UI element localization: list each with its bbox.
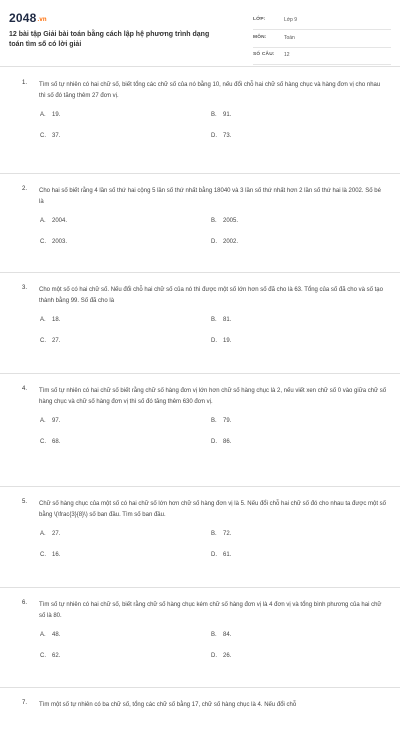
question-item — [0, 80, 400, 174]
question-number: 7. — [22, 700, 28, 706]
logo-text: 2048 — [9, 11, 37, 25]
option-a[interactable]: A. 2004. — [40, 218, 68, 224]
worksheet-meta — [253, 14, 391, 67]
question-item — [0, 600, 400, 688]
option-c[interactable]: C. 27. — [40, 338, 61, 344]
question-item — [0, 285, 400, 374]
answer-options — [39, 312, 400, 356]
answer-options — [39, 107, 400, 151]
option-b[interactable]: B. 72. — [211, 531, 232, 537]
question-number: 2. — [22, 186, 28, 192]
question-text: Tìm số tự nhiên có hai chữ số, biết rằng chữ số hàng chục kém chữ số hàng đơn vị là 4 đơn vị và tổng bình phương của hai chữ số là 80. — [39, 602, 382, 619]
question-item — [0, 700, 400, 730]
question-text: Tìm số tự nhiên có hai chữ số biết rằng chữ số hàng đơn vị lớn hơn chữ số hàng chục là 2, nếu viết xen chữ số 0 vào giữa chữ số hàng chục và chữ số hàng đơn vị thì số đó tăng thêm 630 đơn vị. — [39, 388, 387, 405]
question-text: Cho hai số biết rằng 4 lần số thứ hai cộng 5 lần số thứ nhất bằng 18040 và 3 lần số thứ nhất hơn 2 lần số thứ hai là 2002. Số bé là — [39, 188, 381, 205]
option-d[interactable]: D. 73. — [211, 133, 232, 139]
option-c[interactable]: C. 16. — [40, 552, 61, 558]
meta-subject-label: MÔN: — [253, 34, 267, 40]
question-text: Tìm số tự nhiên có hai chữ số, biết tổng các chữ số của nó bằng 10, nếu đổi chỗ hai chữ số hàng chục và hàng đơn vị cho nhau thì số đó tăng thêm 27 đơn vị. — [39, 82, 381, 99]
meta-grade-label: LỚP: — [253, 17, 266, 22]
meta-grade-row — [253, 14, 391, 30]
answer-options — [39, 526, 400, 570]
worksheet-title: 12 bài tập Giải bài toán bằng cách lập hệ phương trình dạng toán tìm số có lời giải — [9, 31, 210, 48]
option-a[interactable]: A. 97. — [40, 418, 61, 424]
meta-subject-row — [253, 32, 391, 48]
question-item — [0, 499, 400, 588]
question-list — [0, 80, 400, 730]
meta-subject-value: Toán — [284, 34, 295, 41]
option-d[interactable]: D. 26. — [211, 653, 232, 659]
question-number: 6. — [22, 600, 28, 606]
question-item — [0, 186, 400, 273]
question-number: 1. — [22, 80, 28, 86]
question-item — [0, 386, 400, 487]
logo-domain: .vn — [37, 17, 47, 23]
page-header — [0, 0, 400, 66]
question-number: 4. — [22, 386, 28, 392]
option-d[interactable]: D. 61. — [211, 552, 232, 558]
question-text: Cho một số có hai chữ số. Nếu đổi chỗ hai chữ số của nó thì được một số lớn hơn số đã cho là 63. Tổng của số đã cho và số tạo thành bằng 99. Số đã cho là — [39, 287, 383, 304]
answer-options — [39, 213, 400, 257]
meta-count-label: SỐ CÂU: — [253, 52, 275, 57]
option-b[interactable]: B. 84. — [211, 632, 232, 638]
site-logo[interactable] — [9, 11, 47, 25]
option-b[interactable]: B. 91. — [211, 112, 232, 118]
meta-count-value: 12 — [284, 52, 290, 58]
option-b[interactable]: B. 79. — [211, 418, 232, 424]
option-b[interactable]: B. 81. — [211, 317, 232, 323]
header-divider — [0, 66, 400, 67]
option-d[interactable]: D. 86. — [211, 439, 232, 445]
option-a[interactable]: A. 48. — [40, 632, 61, 638]
question-text: Chữ số hàng chục của một số có hai chữ số lớn hơn chữ số hàng đơn vị là 5. Nếu đổi chỗ hai chữ số đó cho nhau ta được một số bằng \(\frac{3}{8}\) số ban đầu. Tìm số ban đầu. — [39, 501, 387, 518]
option-a[interactable]: A. 19. — [40, 112, 61, 118]
option-c[interactable]: C. 68. — [40, 439, 61, 445]
option-a[interactable]: A. 18. — [40, 317, 61, 323]
answer-options — [39, 627, 400, 671]
option-c[interactable]: C. 62. — [40, 653, 61, 659]
option-d[interactable]: D. 2002. — [211, 239, 239, 245]
question-number: 5. — [22, 499, 28, 505]
option-b[interactable]: B. 2005. — [211, 218, 239, 224]
question-number: 3. — [22, 285, 28, 291]
option-a[interactable]: A. 27. — [40, 531, 61, 537]
answer-options — [39, 413, 400, 457]
question-text: Tìm một số tự nhiên có ba chữ số, tổng các chữ số bằng 17, chữ số hàng chục là 4. Nếu đổi chỗ — [39, 702, 297, 708]
option-c[interactable]: C. 2003. — [40, 239, 68, 245]
option-d[interactable]: D. 19. — [211, 338, 232, 344]
meta-grade-value: Lớp 9 — [284, 17, 298, 23]
option-c[interactable]: C. 37. — [40, 133, 61, 139]
meta-count-row — [253, 49, 391, 65]
